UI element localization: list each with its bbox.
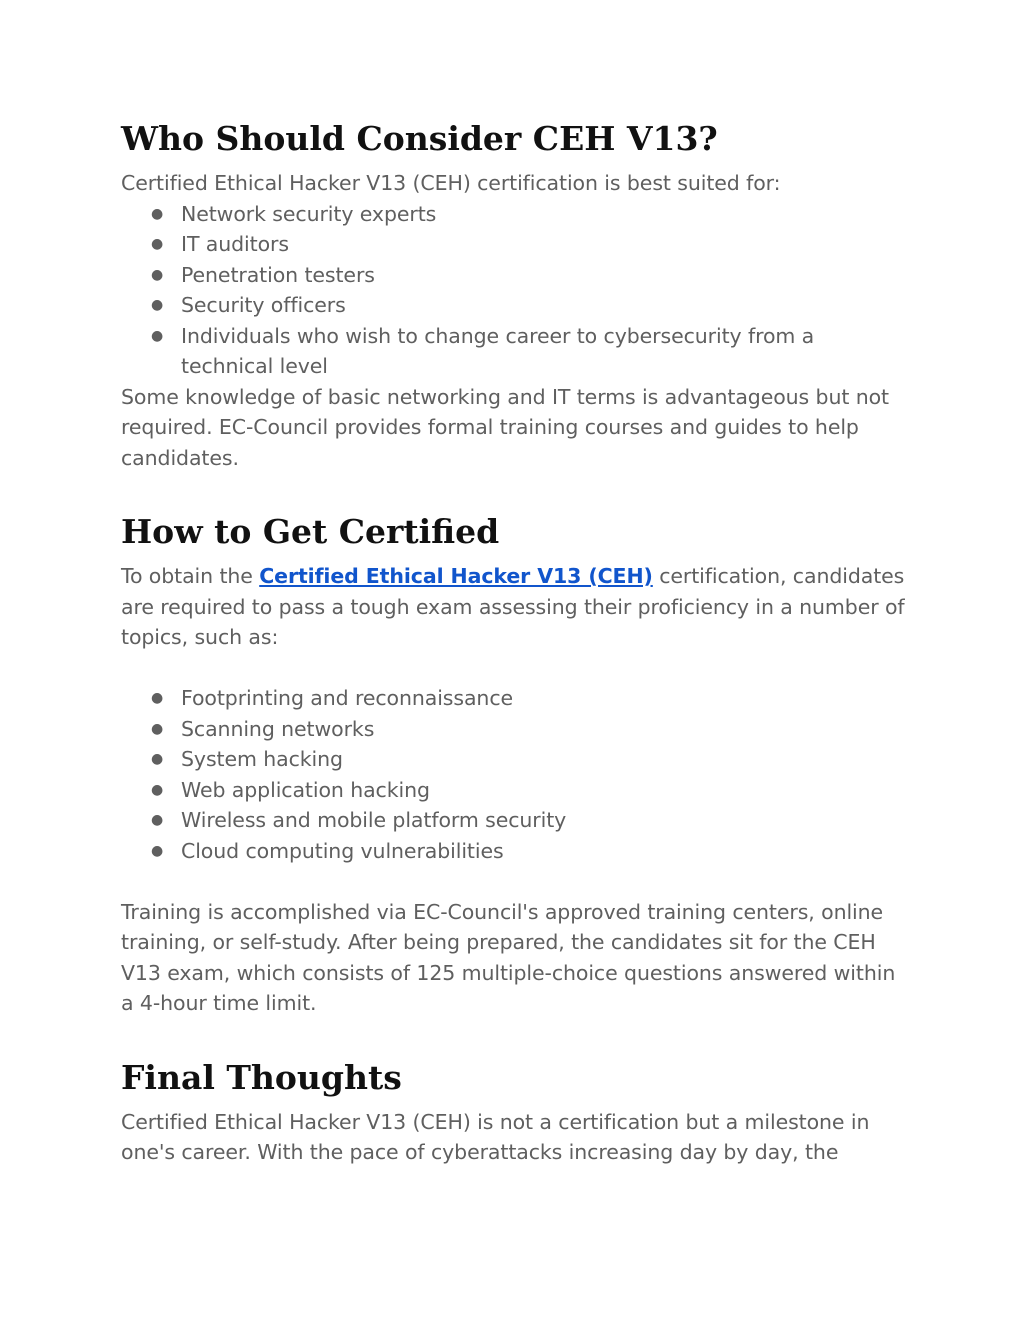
section-heading: Final Thoughts	[121, 1057, 402, 1097]
spacer	[121, 866, 911, 897]
section-outro: Training is accomplished via EC-Council's approved training centers, online training, or self-study. After being prepared, the candidates sit for the CEH V13 exam, which consists of 125 multiple-choice questions answered within a 4-hour time limit.	[121, 899, 896, 1015]
list-item: ● Individuals who wish to change career to cybersecurity from a technical level	[121, 321, 911, 382]
spacer	[121, 653, 911, 684]
section-how-to-get-certified	[121, 503, 911, 1019]
ceh-certification-link[interactable]: Certified Ethical Hacker V13 (CEH)	[259, 564, 653, 588]
section-who-should-consider	[121, 110, 911, 473]
section-body: Certified Ethical Hacker V13 (CEH) is not a certification but a milestone in one's career. With the pace of cyberattacks increasing day by day, the	[121, 1109, 870, 1164]
section-heading: Who Should Consider CEH V13?	[121, 119, 718, 158]
list-item: ● Network security experts	[121, 199, 911, 230]
audience-list	[121, 199, 911, 382]
intro-text-before: To obtain the	[121, 564, 260, 588]
intro-text-after: certification, candidates are required to pass a tough exam assessing their proficiency in a number of topics, such as:	[121, 564, 905, 649]
section-intro: Certified Ethical Hacker V13 (CEH) certification is best suited for:	[121, 171, 781, 195]
section-heading: How to Get Certified	[121, 512, 500, 551]
section-gap	[121, 1019, 911, 1049]
list-item: ● Web application hacking	[121, 775, 911, 806]
list-item: ● Penetration testers	[121, 260, 911, 291]
list-item: ● Footprinting and reconnaissance	[121, 683, 911, 714]
section-outro: Some knowledge of basic networking and IT terms is advantageous but not required. EC-Council provides formal training courses and guides to help candidates.	[121, 384, 889, 470]
list-item: ● System hacking	[121, 744, 911, 775]
document-page	[121, 110, 911, 1168]
section-intro	[121, 561, 911, 653]
list-item: ● Wireless and mobile platform security	[121, 805, 911, 836]
section-final-thoughts	[121, 1049, 911, 1168]
section-gap	[121, 473, 911, 503]
list-item: ● IT auditors	[121, 229, 911, 260]
list-item: ● Scanning networks	[121, 714, 911, 745]
list-item: ● Security officers	[121, 290, 911, 321]
topics-list	[121, 683, 911, 866]
list-item: ● Cloud computing vulnerabilities	[121, 836, 911, 867]
